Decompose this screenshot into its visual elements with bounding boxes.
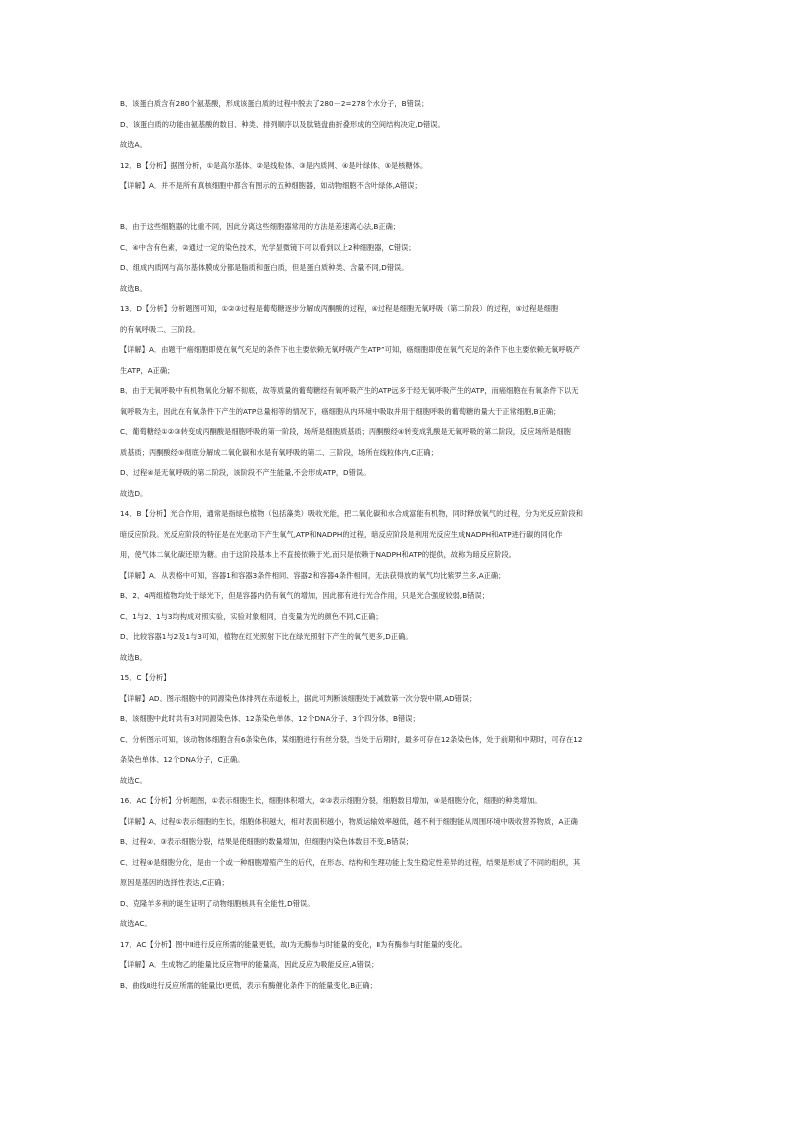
text-line: 故选C。 — [120, 775, 147, 785]
text-line: 条染色单体、12个DNA分子，C正确。 — [120, 755, 245, 764]
text-line: C、分析图示可知，该动物体细胞含有6条染色体，某细胞进行有丝分裂，当处于后期时，最多可存在12条染色体，处于前期和中期时，可存在12 — [120, 734, 583, 744]
answer-text-body — [120, 99, 680, 991]
text-line: D、组成内质网与高尔基体膜成分都是脂质和蛋白质，但是蛋白质种类、含量不同,D错误。 — [120, 263, 409, 272]
text-line: C、过程④是细胞分化，是由一个或一种细胞增殖产生的后代，在形态、结构和生理功能上发生稳定性差异的过程，结果是形成了不同的组织，其 — [120, 857, 581, 867]
text-line: D、过程④是无氧呼吸的第二阶段，该阶段不产生能量,不会形成ATP，D错误。 — [120, 468, 371, 477]
text-line: 故选A。 — [120, 140, 147, 149]
text-line: 【详解】A．从表格中可知，容器1和容器3条件相同、容器2和容器4条件相同，无法获得放的氧气均比紫罗兰多,A正确； — [120, 570, 506, 580]
text-line: C、1与2、1与3均构成对照实验，实验对象相同，自变量为光的颜色不同,C正确； — [120, 611, 383, 621]
text-line: B、该蛋白质含有280个氨基酸，形成该蛋白质的过程中脱去了280－2=278个水分子，B错误； — [120, 99, 429, 108]
question-12-analysis: 12．B【分析】据图分析，①是高尔基体、②是线粒体、③是内质网、④是叶绿体、⑤是核糖体。 — [120, 160, 428, 170]
text-line: 【详解】A、过程①表示细胞的生长，细胞体积越大，相对表面积越小，物质运输效率越低，越不利于细胞能从周围环境中吸收营养物质，A正确 — [120, 816, 578, 826]
text-line: 暗反应阶段。光反应阶段的特征是在光驱动下产生氧气,ATP和NADPH的过程，暗反应阶段是利用光反应生成NADPH和ATP进行碳的同化作 — [120, 529, 563, 539]
text-line: B、2、4两组植物均处于绿光下，但是容器内仍有氧气的增加，因此都有进行光合作用，只是光合强度较弱,B错误； — [120, 591, 489, 600]
question-16-analysis: 16．AC【分析】分析题图，①表示细胞生长，细胞体积增大，②③表示细胞分裂，细胞数目增加，④是细胞分化，细胞的种类增加。 — [120, 796, 542, 805]
text-line: C、④中含有色素，②通过一定的染色技术，光学显微镜下可以看到以上2种细胞器，C错误； — [120, 242, 416, 252]
text-line: 【详解】A．由题干“癌细胞即使在氧气充足的条件下也主要依赖无氧呼吸产生ATP”可知，癌细胞即使在氧气充足的条件下也主要依赖无氧呼吸产 — [120, 345, 581, 354]
text-line: D、比较容器1与2及1与3可知，植物在红光照射下比在绿光照射下产生的氧气更多,D正确。 — [120, 632, 413, 641]
question-17-analysis: 17．AC【分析】图中Ⅱ进行反应所需的能量更低，故Ⅰ为无酶参与时能量的变化，Ⅱ为有酶参与时能量的变化。 — [120, 939, 467, 949]
text-line: 【详解】AD、图示细胞中的同源染色体排列在赤道板上，据此可判断该细胞处于减数第一次分裂中期,AD错误； — [120, 693, 477, 703]
text-line: 【详解】A．生成物乙的能量比反应物甲的能量高，因此反应为吸能反应,A错误； — [120, 960, 379, 969]
text-line: 原因是基因的选择性表达,C正确； — [120, 878, 229, 887]
text-line: 【详解】A．并不是所有真核细胞中都含有图示的五种细胞器，如动物细胞不含叶绿体,A错误； — [120, 181, 422, 190]
text-line: B、过程②、③表示细胞分裂，结果是使细胞的数量增加，但细胞内染色体数目不变,B错误； — [120, 837, 414, 846]
text-line: 氧呼吸为主，因此在有氧条件下产生的ATP总量相等的情况下，癌细胞从内环境中吸取并用于细胞呼吸的葡萄糖的量大于正常细胞,B正确； — [120, 406, 561, 416]
text-line: D、克隆羊多利的诞生证明了动物细胞核具有全能性,D错误。 — [120, 898, 315, 908]
text-line: 故选B。 — [120, 652, 147, 662]
text-line: 故选AC。 — [120, 919, 152, 928]
question-14-analysis: 14．B【分析】光合作用，通常是指绿色植物（包括藻类）吸收光能，把二氧化碳和水合成富能有机物，同时释放氧气的过程，分为光反应阶段和 — [120, 509, 583, 518]
text-line: C、葡萄糖经①②③转变成丙酮酸是细胞呼吸的第一阶段，场所是细胞质基质；丙酮酸经④转变成乳酸是无氧呼吸的第二阶段，反应场所是细胞 — [120, 427, 571, 436]
text-line: B、该细胞中此时共有3对同源染色体、12条染色单体、12个DNA分子、3个四分体，B错误； — [120, 714, 420, 723]
text-line: B、曲线Ⅱ进行反应所需的能量比Ⅰ更低，表示有酶催化条件下的能量变化,B正确； — [120, 980, 377, 990]
text-line: 生ATP，A正确； — [120, 365, 175, 375]
text-line: D、该蛋白质的功能由氨基酸的数目、种类、排列顺序以及肽链盘曲折叠形成的空间结构决定,D错误。 — [120, 119, 445, 129]
question-15-analysis: 15．C【分析】 — [120, 673, 171, 682]
text-line: 用，使气体二氧化碳还原为糖。由于这阶段基本上不直接依赖于光,而只是依赖于NADPH和ATP的提供，故称为暗反应阶段。 — [120, 550, 517, 559]
text-line: 故选B。 — [120, 283, 147, 293]
text-line: 故选D。 — [120, 488, 148, 498]
question-13-analysis: 13．D【分析】分析题图可知，①②③过程是葡萄糖逐步分解成丙酮酸的过程，④过程是细胞无氧呼吸（第二阶段）的过程，⑤过程是细胞 — [120, 304, 559, 313]
text-line: 的有氧呼吸二、三阶段。 — [120, 324, 200, 334]
text-line: B、由于无氧呼吸中有机物氧化分解不彻底，故等质量的葡萄糖经有氧呼吸产生的ATP远多于经无氧呼吸产生的ATP，而癌细胞在有氧条件下以无 — [120, 386, 579, 395]
text-line: B、由于这些细胞器的比重不同，因此分离这些细胞器常用的方法是差速离心法,B正确； — [120, 222, 401, 231]
text-line: 质基质；丙酮酸经⑤彻底分解成二氧化碳和水是有氧呼吸的第二、三阶段，场所在线粒体内,C正确； — [120, 447, 438, 457]
